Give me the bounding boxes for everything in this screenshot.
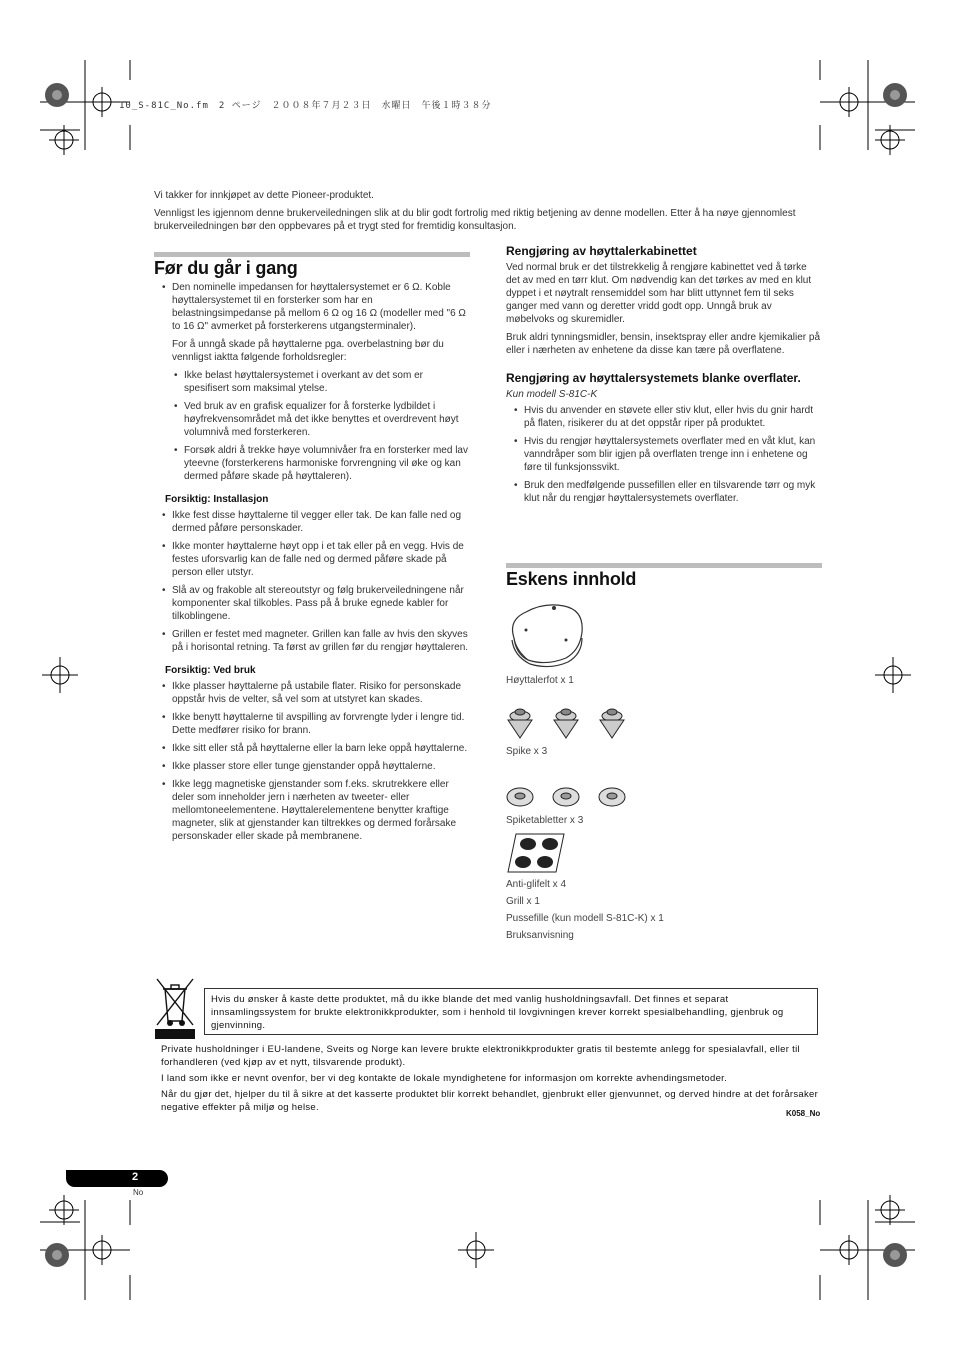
cabinet-cleaning-para: Ved normal bruk er det tilstrekkelig å rengjøre kabinettet ved å tørke det av med en tørr klut. Om nødvendig kan det tørkes av med en klut dyppet i et nøytralt rensemiddel som har blitt uttynnet fem til seks ganger med vann og deretter vridd godt opp. Unngå bruk av møbelvoks og skuremidler.: [506, 262, 812, 325]
precaution-item: • Ved bruk av en grafisk equalizer for å forsterke lydbildet i høyfrekvensområdet må det ikke benyttes et overdrevent høyt volumnivå med forsterkeren.: [184, 400, 470, 439]
cabinet-cleaning-para: Bruk aldri tynningsmidler, bensin, insektspray eller andre kjemikalier på eller i nærheten av enhetene da disse kan tære på overflatene.: [506, 332, 821, 356]
disposal-notice: [161, 1043, 821, 1117]
installation-item: • Slå av og frakoble alt stereoutstyr og følg brukerveiledningene når komponenter skal tilkobles. Pass på å bruke egnede kabler for tilkoblingene.: [172, 584, 470, 623]
gloss-item: • Hvis du anvender en støvete eller stiv klut, eller hvis du gnir hardt på flaten, risikerer du at det oppstår riper på produktet.: [524, 404, 822, 430]
item-cloth: Pussefille (kun modell S-81C-K) x 1: [506, 913, 664, 924]
impedance-bullet: • Den nominelle impedansen for høyttalersystemet er 6 Ω. Koble høyttalersystemet til en forsterker som har en belastningsimpedanse på mellom 6 Ω og 16 Ω (modeller med "6 Ω to 16 Ω" avmerket på forsterkerens utgangsterminaler).: [172, 281, 470, 333]
cabinet-cleaning-heading: Rengjøring av høyttalerkabinettet: [506, 244, 697, 258]
installation-heading: Forsiktig: Installasjon: [165, 494, 269, 505]
disposal-notice-box: Hvis du ønsker å kaste dette produktet, må du ikke blande det med vanlig husholdningsavfall. Det finnes et separat innsamlingssystem for brukte elektronikkprodukter, som i henhold til lovgivningen krever korrekt spesialbehandling, gjenbruk og gjenvinning.: [204, 988, 818, 1035]
page-number-tab: [66, 1170, 168, 1187]
usage-item: • Ikke legg magnetiske gjenstander som f.eks. skrutrekkere eller deler som inneholder jern i nærheten av tweeter- eller mellomtoneelementene. Høyttalerelementene benytter kraftige magneter, slik at gjenstander kan tiltrekkes og dermed forårsake personskader eller skade på membranene.: [172, 778, 470, 843]
section-title-contents: Eskens innhold: [506, 569, 637, 589]
intro-instructions: Vennligst les igjennom denne brukerveiledningen slik at du blir godt fortrolig med riktig betjening av denne modellen. Etter å ha nøye gjennomlest brukerveiledningen bør den oppbevares på et trygt sted for fremtidig konsultasjon.: [154, 208, 796, 232]
speaker-foot-illustration: [506, 600, 586, 670]
gloss-item: • Hvis du rengjør høyttalersystemets overflater med en våt klut, kan vanndråper som blir igjen på overflaten trenge inn i enhetene og føre til funksjonssvikt.: [524, 435, 822, 474]
disposal-p3: Når du gjør det, hjelper du til å sikre at det kasserte produktet blir korrekt behandlet, gjenbrukt eller gjenvunnet, og derved hindre at det forårsaker negative effekter på miljø og helse.: [161, 1089, 819, 1113]
section-divider-right: [506, 563, 822, 568]
page-number: 2: [132, 1171, 139, 1183]
language-code: No: [133, 1188, 144, 1197]
gloss-item: • Bruk den medfølgende pussefillen eller en tilsvarende tørr og myk klut når du rengjør høyttalersystemets overflater.: [524, 479, 822, 505]
item-tablet: Spiketabletter x 3: [506, 815, 584, 826]
spike-illustration: [506, 706, 630, 742]
notice-code: K058_No: [786, 1109, 821, 1118]
item-grill: Grill x 1: [506, 896, 540, 907]
precautions-intro: For å unngå skade på høyttalerne pga. overbelastning bør du vennligst iaktta følgende forholdsregler:: [172, 339, 444, 363]
anti-slip-felt-illustration: [506, 832, 566, 874]
intro-thanks: Vi takker for innkjøpet av dette Pioneer-produktet.: [154, 190, 374, 201]
crossed-bin-icon: [155, 977, 195, 1039]
usage-item: • Ikke sitt eller stå på høyttalerne eller la barn leke oppå høyttalerne.: [172, 742, 470, 755]
installation-item: • Ikke fest disse høyttalerne til vegger eller tak. De kan falle ned og dermed påføre personskader.: [172, 509, 470, 535]
item-foot: Høyttalerfot x 1: [506, 675, 574, 686]
item-antislip: Anti-glifelt x 4: [506, 879, 567, 890]
intro-text: [154, 189, 804, 238]
usage-item: • Ikke plasser store eller tunge gjenstander oppå høyttalerne.: [172, 760, 470, 773]
disposal-p2: I land som ikke er nevnt ovenfor, ber vi deg kontakte de lokale myndighetene for informasjon om korrekte avhendingsmetoder.: [161, 1073, 728, 1084]
item-manual: Bruksanvisning: [506, 930, 574, 941]
spike-tablet-illustration: [506, 785, 630, 809]
gloss-model-note: Kun modell S-81C-K: [506, 389, 598, 400]
installation-item: • Grillen er festet med magneter. Grillen kan falle av hvis den skyves på i horisontal retning. Ta først av grillen før du rengjør høyttaleren.: [172, 628, 470, 654]
section-divider-left: [154, 252, 470, 257]
file-header-line: 10_S-81C_No.fm 2 ページ ２００８年７月２３日 水曜日 午後１時３８分: [119, 101, 492, 111]
disposal-p1: Private husholdninger i EU-landene, Sveits og Norge kan levere brukte elektronikkprodukter gratis til bestemte anlegg for spesialavfall, eller til forhandleren (ved kjøp av et nytt, tilsvarende produkt).: [161, 1044, 800, 1068]
usage-item: • Ikke plasser høyttalerne på ustabile flater. Risiko for personskade oppstår hvis de velter, så vel som at utstyret kan skades.: [172, 680, 470, 706]
item-spike: Spike x 3: [506, 746, 548, 757]
usage-heading: Forsiktig: Ved bruk: [165, 665, 256, 676]
gloss-cleaning-heading: Rengjøring av høyttalersystemets blanke overflater.: [506, 371, 801, 385]
installation-item: • Ikke monter høyttalerne høyt opp i et tak eller på en vegg. Hvis de festes uforsvarlig kan de falle ned og dermed påføre skade på person eller utstyr.: [172, 540, 470, 579]
usage-item: • Ikke benytt høyttalerne til avspilling av forvrengte lyder i lengre tid. Dette medfører risiko for brann.: [172, 711, 470, 737]
precaution-item: • Ikke belast høyttalersystemet i overkant av det som er spesifisert som maksimal ytelse.: [184, 369, 470, 395]
section-title-before-start: Før du går i gang: [154, 258, 298, 278]
precaution-item: • Forsøk aldri å trekke høye volumnivåer fra en forsterker med lav yteevne (forsterkerens harmoniske forvrengning vil øke og kan dermed påføre skade på høyttaleren).: [184, 444, 470, 483]
left-column: [154, 281, 470, 848]
right-column-cleaning: [506, 244, 822, 510]
